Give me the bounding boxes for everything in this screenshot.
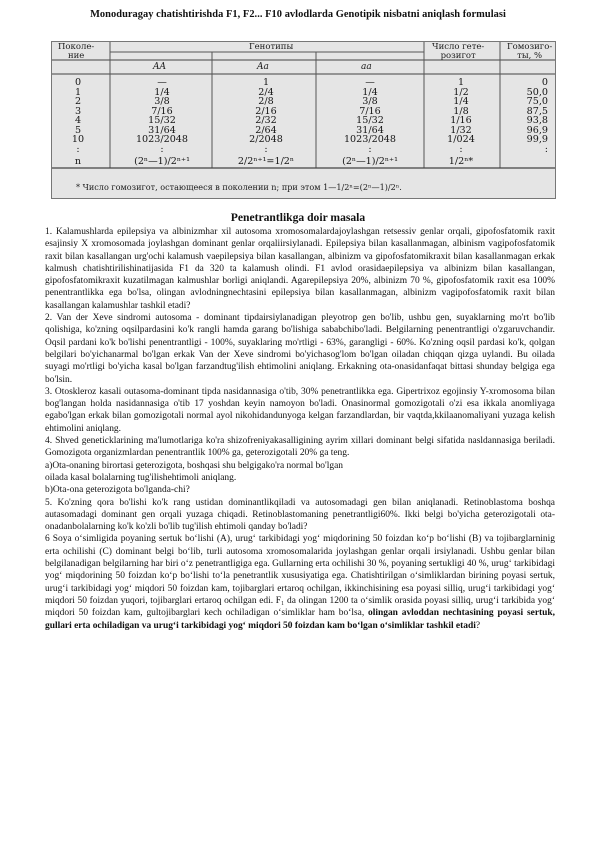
- table-cell: 1/4: [453, 96, 469, 108]
- table-cell: 1: [74, 86, 82, 98]
- table-cell: 3/8: [154, 96, 170, 108]
- problem-2: 2. Van der Xeve sindromi autosoma - dominant tipdairsiylanadigan pleyotrop gen bo'lib, ushbu gen, suyaklarning mo'rt bo'lib qolishiga, ko'zning oqsilpardasini ko'k rangli hamda garang bo'lishiga sababchibo'ladi. Belgilarning penentrantligi o'zgaruvchandir. Oqsil pardani ko'k bo'lishi penentrantligi - 100%, suyaklaring mo'rtligi - 63%, garangligi - 60%. Ko'zning oqsil pardasi ko'k, qolgan belgilari bo'yichanarmal bo'lgan erkak Van der Xeve sindromi bo'yichasog'lom bo'lgan oiladan chiqqan qizga uylandi. Bu oilada suyagi mo'rtligi bo'yicha kasal bo'lgan farzandtug'ilish ehtimolini aniqlang. Erkakning ota-onasidanfaqat bittasi shunday belgiga ega bo'lsin.: [45, 313, 555, 385]
- table-cell: 1023/2048: [135, 134, 189, 146]
- table-cell: 10: [71, 134, 85, 146]
- table-cell: 1/32: [450, 124, 472, 136]
- table-cell: (2ⁿ—1)/2ⁿ⁺¹: [134, 156, 190, 168]
- column-heterozygous: [428, 78, 494, 167]
- table-cell: :: [544, 143, 548, 155]
- table-cell: 4: [74, 115, 82, 127]
- header-AA: AA: [153, 62, 166, 72]
- page-title: Monoduragay chatishtirishda F1, F2... F10 avlodlarda Genotipik nisbatni aniqlash formulasi: [90, 9, 506, 20]
- problem-1: 1. Kalamushlarda epilepsiya va albinizmhar xil autosoma xromosomalardajoylashgan retsessiv genlar orqali, gipofosfatomik raxit esajinsiy X xromosomada joylashgan dominant genlar orqaliirsiylanadi. Epilepsiya bilan kasallanmagan, albinism vagipofosfatomik raxit bilan kasallangan urg'ochi kalamush vaepilepsiya bilan kasallangan, albinizm va gipofosfatomikraxit bilan kasallanmagan erkak kalmush chatishtirilishinatijasida F1 da 320 ta kalamush olindi. F1 avlod orasidaepilepsiya va albinizm bilan kasallangan, gipofosfatomikraxit kuzatilmagan kalmushlar borligi aniqlandi. Agarepilepsiya 20%, albinizm 70 %, gipofosfatomik raxit esa 100% penentrantlikka ega bo'lsa, olingan avlodningnechtasini epilepsiya bilan kasallanmagan, albinizm vagipofosfatomik raxit bilan kasallangan kalamushlar tashkil etadi?: [45, 227, 555, 311]
- header-generation: Поколе- ние: [58, 42, 95, 61]
- table-cell: 1/16: [450, 115, 472, 127]
- column-generation: [70, 78, 86, 167]
- column-Aa: [218, 78, 314, 167]
- table-footnote: * Число гомозигот, остающееся в поколении n; при этом 1—1/2ⁿ=(2ⁿ—1)/2ⁿ.: [76, 182, 402, 192]
- problem-4-part-a-cont: oilada kasal bolalarning tug'ilishehtimoli aniqlang.: [45, 472, 237, 483]
- table-cell: 2/4: [258, 86, 274, 98]
- table-cell: 1/4: [154, 86, 170, 98]
- table-cell: n: [74, 156, 82, 168]
- table-cell: 99,9: [526, 134, 548, 146]
- header-heterozygous: Число гете- розигот: [432, 42, 485, 61]
- table-cell: (2ⁿ—1)/2ⁿ⁺¹: [342, 156, 398, 168]
- problem-4-part-a: a)Ota-onaning birortasi geterozigota, boshqasi shu belgigako'ra normal bo'lgan: [45, 460, 343, 471]
- problem-6: [45, 533, 555, 631]
- column-AA: [118, 78, 206, 167]
- table-cell: 2: [74, 96, 82, 108]
- problem-4-part-b: b)Ota-ona geterozigota bo'lganda-chi?: [45, 485, 190, 496]
- table-cell: 5: [74, 124, 82, 136]
- table-cell: 1/2: [453, 86, 469, 98]
- column-homozygous: [504, 78, 548, 167]
- table-cell: 87,5: [526, 105, 548, 117]
- table-cell: :: [76, 143, 80, 155]
- problems-body: [45, 226, 555, 632]
- table-cell: 3/8: [362, 96, 378, 108]
- table-cell: 96,9: [526, 124, 548, 136]
- problem-6-text: 6 Soya o‘simligida poyaning sertuk bo‘lishi (A), urug‘ tarkibidagi yog‘ miqdorining 50 foizdan ko‘p bo‘lishi (B) va tojibarglarninig erta ochilishi (C) dominant belgi bo‘lib, turli autosoma xromosomalarida joylashgan genlar orqali irsiylanadi. Ushbu genlar bilan belgilanadigan belgilarning har biri o‘z penetrantligiga ega. Gullarning erta ochilishi 30 %, poyaning sertukligi 40 %, urug‘ tarkibidagi yog‘ miqdorining 50 foizdan ko‘p bo‘lishi to‘la penetrantlik xususiyatiga ega. Chatishtirilgan o‘simliklardan birining poyasi sertuk, urug‘i tarkibidagi yog‘ miqdori 50 foizdan kam, tojibarglari ertaroq ochilgan, ikkinchisining esa poyasi silliq, urug‘i tarkibidagi yog‘ miqdori 50 foizdan yuqori, tojibarglari ertaroq ochilgan edi. F₁ da olingan 1200 ta o‘simlik orasida poyasi silliq, urug‘i tarkibida yog‘ miqdori 50 foizdan kam, gultojibarglari kech ochiladigan o‘simliklar ham bo‘lsa,: [45, 534, 555, 619]
- table-cell: 2/16: [255, 105, 277, 117]
- section-title: Penetrantlikga doir masala: [230, 211, 366, 224]
- header-aa: aa: [361, 62, 372, 72]
- table-cell: :: [264, 143, 268, 155]
- table-cell: 7/16: [151, 105, 173, 117]
- table-cell: 93,8: [526, 115, 548, 127]
- table-cell: 15/32: [148, 115, 176, 127]
- header-Aa: Aa: [257, 62, 269, 72]
- table-cell: 3: [74, 105, 82, 117]
- table-cell: —: [157, 77, 167, 88]
- table-cell: 2/8: [258, 96, 274, 108]
- table-cell: 1: [457, 77, 465, 88]
- table-cell: :: [160, 143, 164, 155]
- problem-6-question-mark: ?: [475, 620, 481, 631]
- table-cell: 1/024: [447, 134, 475, 146]
- genotype-ratio-table-image: [51, 41, 556, 199]
- problem-4: 4. Shved geneticklarining ma'lumotlariga ko'ra shizofreniyakasalligining ayrim xillari dominant belgi sifatida nasldannasiga beriladi. Gomozigota organizmlardan penentrantlik 100% ga, geterozigotali 20% ga teng.: [45, 436, 555, 459]
- table-cell: :: [459, 143, 463, 155]
- table-cell: 50,0: [526, 86, 548, 98]
- table-cell: 0: [74, 77, 82, 88]
- table-cell: 1: [262, 77, 270, 88]
- problem-3: 3. Otoskleroz kasali outasoma-dominant tipda nasidannasiga o'tib, 30% penetrantlikka ega. Gipertrixoz egojinsiy Y-xromosoma bilan bog'langan holda nasidannasiga o'tib 17 yoshdan keyin namoyon bo'ladi. Onasinormal gomozigotali o'zi esa ikkala anomliyaga egabo'lgan erkak bilan gomozigotali normal ayol nikohidandunyoga kelgan farzandlardan, bir vaqtda,kkilaanomaliyani yuzaga kelish ehtimolini aniqlang.: [45, 386, 555, 434]
- table-cell: 1/2ⁿ*: [448, 156, 474, 168]
- table-cell: 2/32: [255, 115, 277, 127]
- table-cell: :: [368, 143, 372, 155]
- table-cell: 31/64: [148, 124, 176, 136]
- table-cell: 1/8: [453, 105, 469, 117]
- header-homozygous: Гомозиго- ты, %: [507, 42, 553, 61]
- table-cell: 2/2ⁿ⁺¹=1/2ⁿ: [237, 156, 295, 168]
- table-cell: 31/64: [356, 124, 384, 136]
- table-cell: [504, 157, 548, 167]
- table-cell: —: [365, 77, 375, 88]
- header-genotypes: Генотипы: [249, 42, 294, 52]
- table-cell: 2/64: [255, 124, 277, 136]
- table-cell: 1/4: [362, 86, 378, 98]
- problem-6-question: olingan avloddan nechtasining poyasi sertuk, gullari erta ochiladigan va urug‘i tarkibidagi yog‘ miqdori 50 foizdan kam bo‘lgan o‘simliklar tashkil etadi: [45, 608, 556, 631]
- table-cell: 2/2048: [249, 134, 283, 146]
- table-cell: 7/16: [359, 105, 381, 117]
- column-aa: [320, 78, 420, 167]
- problem-5: 5. Ko'zning qora bo'lishi ko'k rang ustidan dominantlikqiladi va autosomadagi gen bilan aniqlanadi. Retinoblastoma boshqa autasomadagi dominant gen orqali yuzaga chiqadi. Retinoblastomaning penetrantligi60%. Ikki belgi bo'yicha geterozigotali ota-onadanbolalarning ko'k ko'zli bo'lib tug'ilish ehtimoli qanday bo'ladi?: [45, 497, 555, 533]
- table-cell: 15/32: [356, 115, 384, 127]
- table-cell: 1023/2048: [343, 134, 397, 146]
- table-cell: 75,0: [526, 96, 548, 108]
- table-cell: 0: [541, 77, 548, 88]
